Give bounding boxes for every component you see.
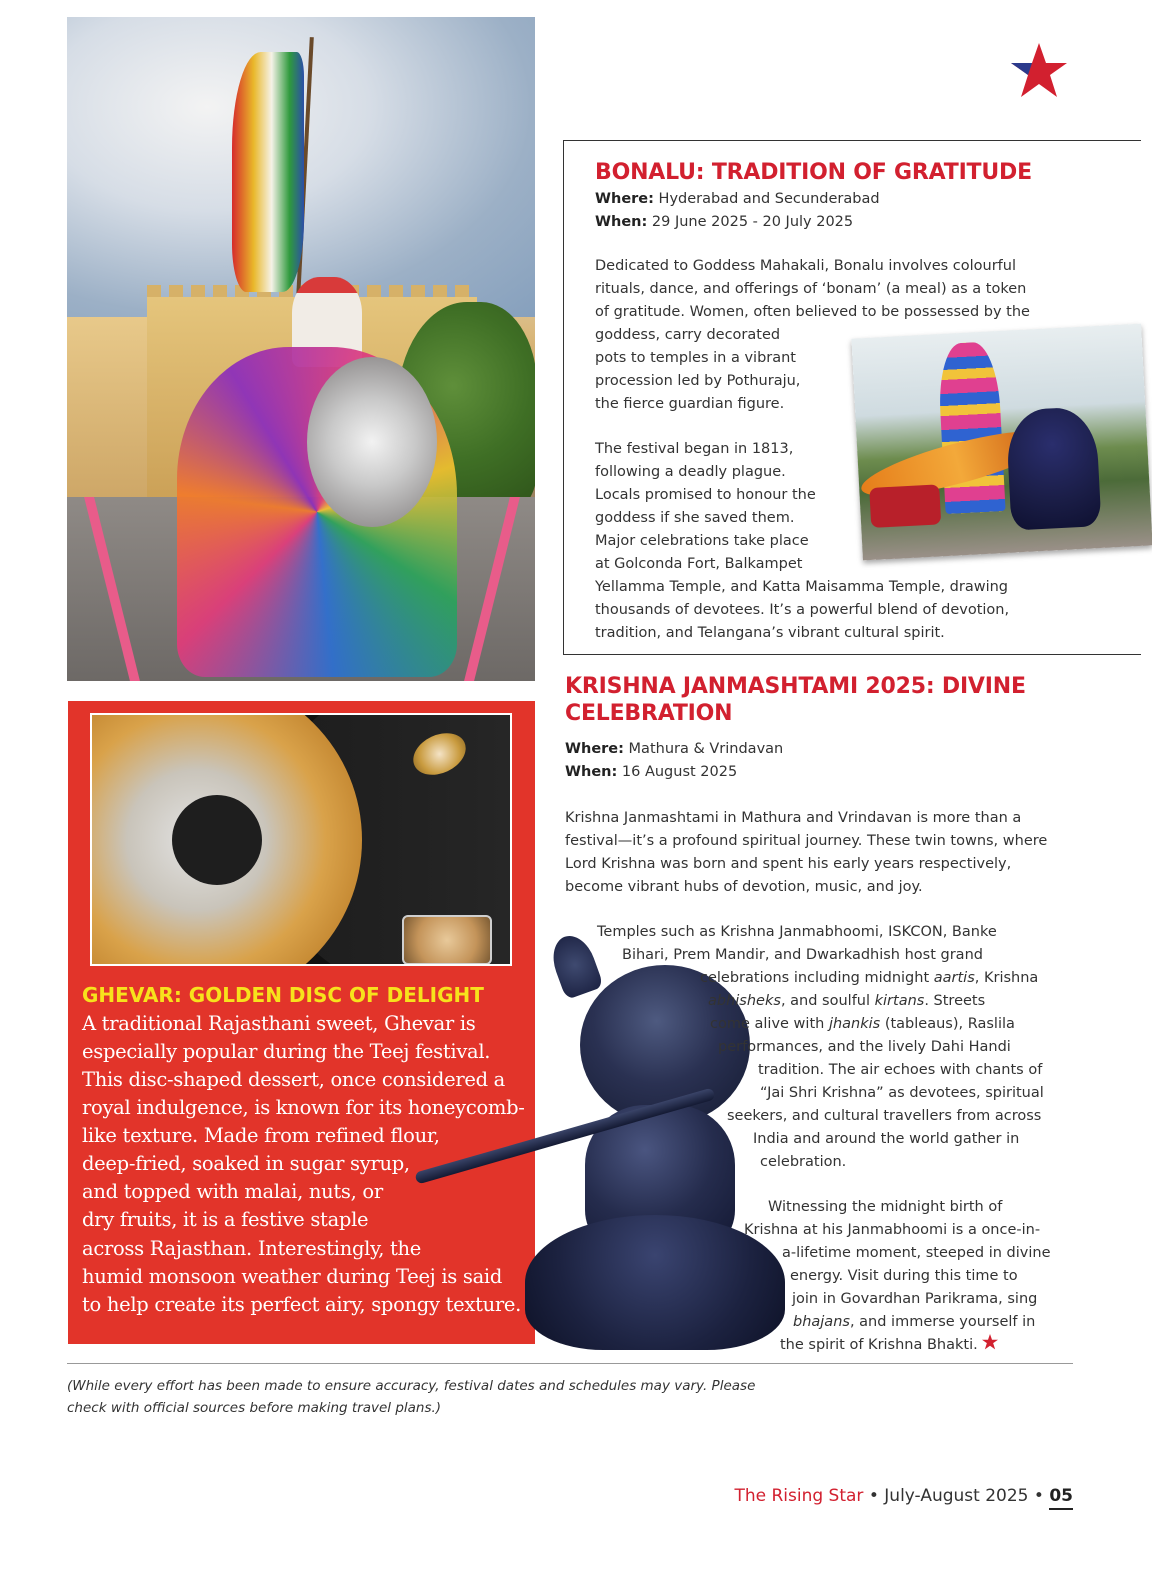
bonalu-line: Yellamma Temple, and Katta Maisamma Temple, drawing xyxy=(595,579,1008,595)
ghevar-title: GHEVAR: GOLDEN DISC OF DELIGHT xyxy=(82,983,484,1007)
when-value: 16 August 2025 xyxy=(617,764,738,780)
disclaimer-line: (While every effort has been made to ensure accuracy, festival dates and schedules may vary. Please xyxy=(67,1378,756,1394)
krishna-where xyxy=(565,738,783,761)
krishna-p3-line: bhajans, and immerse yourself in xyxy=(793,1314,1036,1330)
ghevar-line: across Rajasthan. Interestingly, the xyxy=(82,1237,422,1260)
bonalu-when xyxy=(595,211,853,234)
disclaimer-line: check with official sources before making travel plans.) xyxy=(67,1400,442,1416)
krishna-title: KRISHNA JANMASHTAMI 2025: DIVINE xyxy=(565,674,1026,699)
bonalu-line: Dedicated to Goddess Mahakali, Bonalu involves colourful xyxy=(595,258,1016,274)
bonalu-line: rituals, dance, and offerings of ‘bonam’ (a meal) as a token xyxy=(595,281,1027,297)
bonalu-line: The festival began in 1813, xyxy=(595,441,794,457)
krishna-p3-line: Krishna at his Janmabhoomi is a once-in- xyxy=(744,1222,1041,1238)
end-star-icon xyxy=(982,1334,998,1350)
bonalu-line: goddess if she saved them. xyxy=(595,510,795,526)
ghevar-line: A traditional Rajasthani sweet, Ghevar is xyxy=(82,1012,476,1035)
ghevar-photo xyxy=(90,713,512,966)
when-label: When: xyxy=(595,214,648,230)
krishna-when xyxy=(565,761,737,784)
star-logo-icon xyxy=(1011,43,1067,99)
bonalu-line: procession led by Pothuraju, xyxy=(595,373,801,389)
publication-name: The Rising Star xyxy=(734,1486,864,1506)
where-value: Hyderabad and Secunderabad xyxy=(653,191,880,207)
krishna-title: CELEBRATION xyxy=(565,701,733,726)
bonalu-line: thousands of devotees. It’s a powerful blend of devotion, xyxy=(595,602,1010,618)
krishna-p3-line: a-lifetime moment, steeped in divine xyxy=(782,1245,1051,1261)
bonalu-procession-photo xyxy=(851,324,1152,561)
bonalu-where xyxy=(595,188,880,211)
bonalu-line: Major celebrations take place xyxy=(595,533,809,549)
krishna-p2-line: seekers, and cultural travellers from across xyxy=(727,1108,1042,1124)
krishna-p2-line: tradition. The air echoes with chants of xyxy=(758,1062,1043,1078)
krishna-p3-line: energy. Visit during this time to xyxy=(790,1268,1018,1284)
page-number: 05 xyxy=(1049,1486,1073,1510)
krishna-p2-line: celebration. xyxy=(760,1154,847,1170)
krishna-p3-line: join in Govardhan Parikrama, sing xyxy=(792,1291,1038,1307)
where-value: Mathura & Vrindavan xyxy=(623,741,784,757)
ghevar-line: dry fruits, it is a festive staple xyxy=(82,1208,369,1231)
krishna-intro-line: festival—it’s a profound spiritual journey. These twin towns, where xyxy=(565,833,1048,849)
where-label: Where: xyxy=(565,741,624,757)
ghevar-line: royal indulgence, is known for its honeycomb- xyxy=(82,1096,525,1119)
ghevar-line: deep-fried, soaked in sugar syrup, xyxy=(82,1152,410,1175)
ghevar-line: This disc-shaped dessert, once considered a xyxy=(82,1068,505,1091)
ghevar-line: humid monsoon weather during Teej is said xyxy=(82,1265,503,1288)
footer-divider xyxy=(67,1363,1073,1364)
krishna-p3-line: Witnessing the midnight birth of xyxy=(768,1199,1003,1215)
bonalu-title: BONALU: TRADITION OF GRATITUDE xyxy=(595,160,1032,185)
page-footer xyxy=(734,1486,1073,1506)
bonalu-line: of gratitude. Women, often believed to be possessed by the xyxy=(595,304,1030,320)
krishna-p2-line: India and around the world gather in xyxy=(753,1131,1020,1147)
footer-bullet: • xyxy=(1028,1486,1050,1506)
krishna-p2-line: celebrations including midnight aartis, Krishna xyxy=(700,970,1039,986)
issue-date: July-August 2025 xyxy=(884,1486,1029,1506)
elephant-festival-photo xyxy=(67,17,535,681)
when-value: 29 June 2025 - 20 July 2025 xyxy=(647,214,854,230)
ghevar-line: and topped with malai, nuts, or xyxy=(82,1180,383,1203)
bonalu-line: pots to temples in a vibrant xyxy=(595,350,796,366)
krishna-p2-line: Temples such as Krishna Janmabhoomi, ISKCON, Banke xyxy=(597,924,997,940)
ghevar-line: like texture. Made from refined flour, xyxy=(82,1124,440,1147)
bonalu-line: tradition, and Telangana’s vibrant cultural spirit. xyxy=(595,625,945,641)
ghevar-line: to help create its perfect airy, spongy texture. xyxy=(82,1293,522,1316)
bonalu-line: at Golconda Fort, Balkampet xyxy=(595,556,803,572)
krishna-intro-line: Lord Krishna was born and spent his early years respectively, xyxy=(565,856,1012,872)
krishna-p2-line: Bihari, Prem Mandir, and Dwarkadhish host grand xyxy=(622,947,983,963)
bonalu-line: goddess, carry decorated xyxy=(595,327,781,343)
bonalu-line: Locals promised to honour the xyxy=(595,487,816,503)
krishna-p2-line: performances, and the lively Dahi Handi xyxy=(718,1039,1011,1055)
krishna-p2-line: “Jai Shri Krishna” as devotees, spiritual xyxy=(760,1085,1044,1101)
footer-bullet: • xyxy=(863,1486,885,1506)
krishna-p3-last xyxy=(780,1334,998,1357)
krishna-intro-line: Krishna Janmashtami in Mathura and Vrindavan is more than a xyxy=(565,810,1022,826)
ghevar-line: especially popular during the Teej festival. xyxy=(82,1040,491,1063)
when-label: When: xyxy=(565,764,618,780)
krishna-p2-line: abhisheks, and soulful kirtans. Streets xyxy=(708,993,986,1009)
krishna-p3-line: the spirit of Krishna Bhakti. xyxy=(780,1337,978,1353)
bonalu-line: the fierce guardian figure. xyxy=(595,396,785,412)
bonalu-line: following a deadly plague. xyxy=(595,464,786,480)
krishna-intro-line: become vibrant hubs of devotion, music, and joy. xyxy=(565,879,923,895)
where-label: Where: xyxy=(595,191,654,207)
krishna-p2-line: come alive with jhankis (tableaus), Raslila xyxy=(710,1016,1015,1032)
